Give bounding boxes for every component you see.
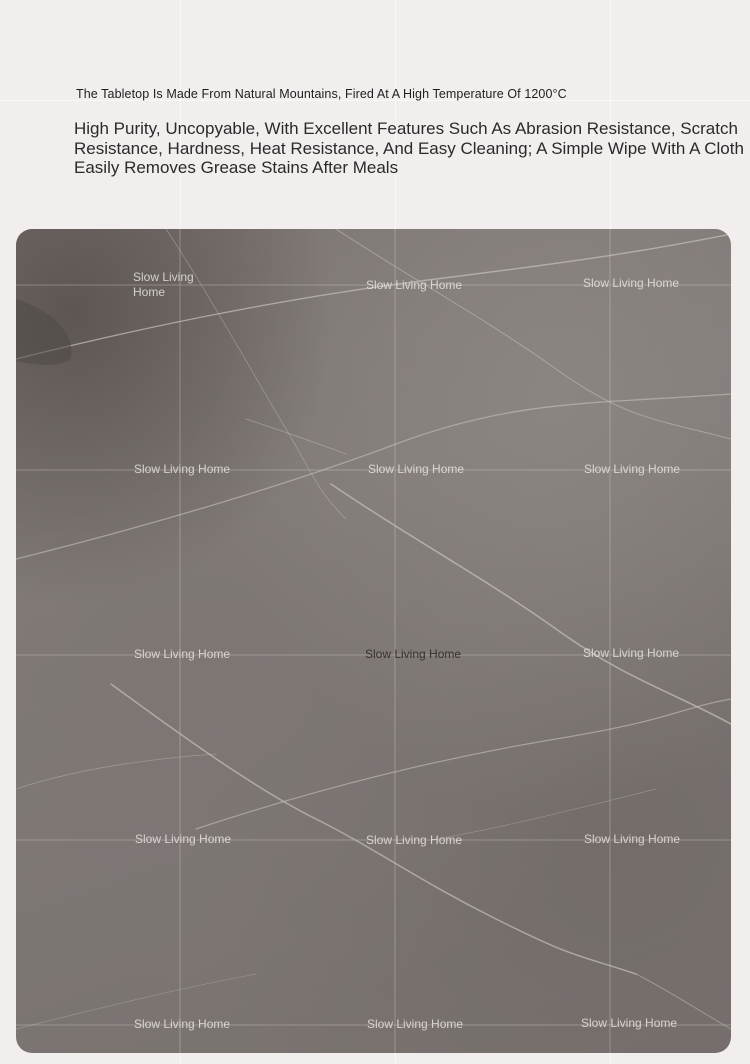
watermark-text: Slow Living Home [135,832,232,846]
watermark-text: Slow Living Home [134,462,231,476]
watermark-text: Slow Living Home [133,270,194,299]
watermark-text: Slow Living Home [584,832,681,846]
watermark-text: Slow Living Home [584,462,681,476]
watermark-text: Slow Living Home [366,278,463,292]
product-headline: High Purity, Uncopyable, With Excellent Features Such As Abrasion Resistance, Scratch Resistance, Hardness, Heat Resistance, And Easy Cleaning; A Simple Wipe With A Cloth Easily Removes Grease Stains After Meals [74,119,744,178]
marble-tabletop-image [16,229,731,1053]
watermark-text: Slow Living Home [134,647,231,661]
watermark-text: Slow Living Home [368,462,465,476]
product-subtitle: The Tabletop Is Made From Natural Mountains, Fired At A High Temperature Of 1200°C [76,87,567,101]
watermark-text: Slow Living Home [583,276,680,290]
watermark-text: Slow Living Home [581,1016,678,1030]
marble-veins [16,229,731,1053]
watermark-text: Slow Living Home [583,646,680,660]
watermark-text: Slow Living Home [366,833,463,847]
watermark-text: Slow Living Home [134,1017,231,1031]
watermark-text: Slow Living Home [365,647,462,661]
watermark-text: Slow Living Home [367,1017,464,1031]
